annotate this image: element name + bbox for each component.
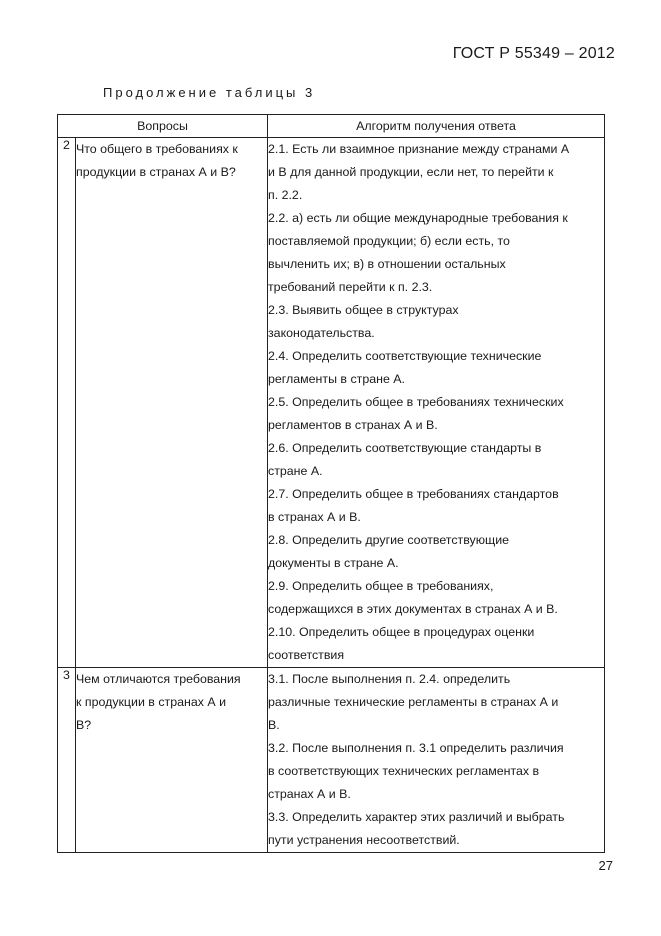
answer-line: 3.3. Определить характер этих различий и выбрать bbox=[268, 810, 565, 824]
column-header-algorithm: Алгоритм получения ответа bbox=[268, 115, 605, 138]
answer-line: 2.7. Определить общее в требованиях стандартов bbox=[268, 487, 559, 501]
answer-line: регламентов в странах А и В. bbox=[268, 418, 438, 432]
answer-line: 2.8. Определить другие соответствующие bbox=[268, 533, 510, 547]
answer-line: в странах А и В. bbox=[268, 510, 361, 524]
answer-line: 2.9. Определить общее в требованиях, bbox=[268, 579, 494, 593]
answer-line: 3.1. После выполнения п. 2.4. определить bbox=[268, 672, 511, 686]
answer-line: содержащихся в этих документах в странах А и В. bbox=[268, 602, 558, 616]
answer-line: 3.2. После выполнения п. 3.1 определить различия bbox=[268, 741, 564, 755]
answer-line: стране А. bbox=[268, 464, 323, 478]
answer-line: требований перейти к п. 2.3. bbox=[268, 280, 433, 294]
answer-line: соответствия bbox=[268, 648, 345, 662]
answer-line: и В для данной продукции, если нет, то перейти к bbox=[268, 165, 554, 179]
answer-line: поставляемой продукции; б) если есть, то bbox=[268, 234, 510, 248]
table-continuation-caption: Продолжение таблицы 3 bbox=[103, 85, 316, 100]
question-cell bbox=[76, 138, 268, 668]
requirements-table bbox=[57, 114, 605, 853]
table-row bbox=[58, 668, 605, 853]
answer-line: п. 2.2. bbox=[268, 188, 303, 202]
table-row bbox=[58, 138, 605, 668]
answer-line: 2.10. Определить общее в процедурах оценки bbox=[268, 625, 535, 639]
answer-line: законодательства. bbox=[268, 326, 375, 340]
question-line: В? bbox=[76, 718, 92, 732]
answer-line: В. bbox=[268, 718, 280, 732]
answer-line: в соответствующих технических регламентах в bbox=[268, 764, 540, 778]
page-number: 27 bbox=[598, 858, 613, 873]
answer-line: 2.6. Определить соответствующие стандарты в bbox=[268, 441, 542, 455]
answer-line: различные технические регламенты в странах А и bbox=[268, 695, 559, 709]
question-cell bbox=[76, 668, 268, 853]
row-number: 3 bbox=[58, 668, 76, 853]
question-line: к продукции в странах А и bbox=[76, 695, 226, 709]
answer-line: странах А и В. bbox=[268, 787, 351, 801]
question-line: продукции в странах А и В? bbox=[76, 165, 236, 179]
question-line: Чем отличаются требования bbox=[76, 672, 241, 686]
answer-line: 2.3. Выявить общее в структурах bbox=[268, 303, 459, 317]
answer-line: пути устранения несоответствий. bbox=[268, 833, 460, 847]
question-line: Что общего в требованиях к bbox=[76, 142, 238, 156]
answer-cell bbox=[268, 138, 605, 668]
answer-line: регламенты в стране А. bbox=[268, 372, 405, 386]
answer-line: 2.4. Определить соответствующие технические bbox=[268, 349, 542, 363]
answer-cell bbox=[268, 668, 605, 853]
answer-line: документы в стране А. bbox=[268, 556, 399, 570]
column-header-questions: Вопросы bbox=[58, 115, 268, 138]
answer-line: 2.1. Есть ли взаимное признание между странами А bbox=[268, 142, 570, 156]
document-code: ГОСТ Р 55349 – 2012 bbox=[452, 45, 615, 62]
answer-line: 2.5. Определить общее в требованиях технических bbox=[268, 395, 564, 409]
table-header-row bbox=[58, 115, 605, 138]
answer-line: 2.2. а) есть ли общие международные требования к bbox=[268, 211, 568, 225]
row-number: 2 bbox=[58, 138, 76, 668]
answer-line: вычленить их; в) в отношении остальных bbox=[268, 257, 506, 271]
